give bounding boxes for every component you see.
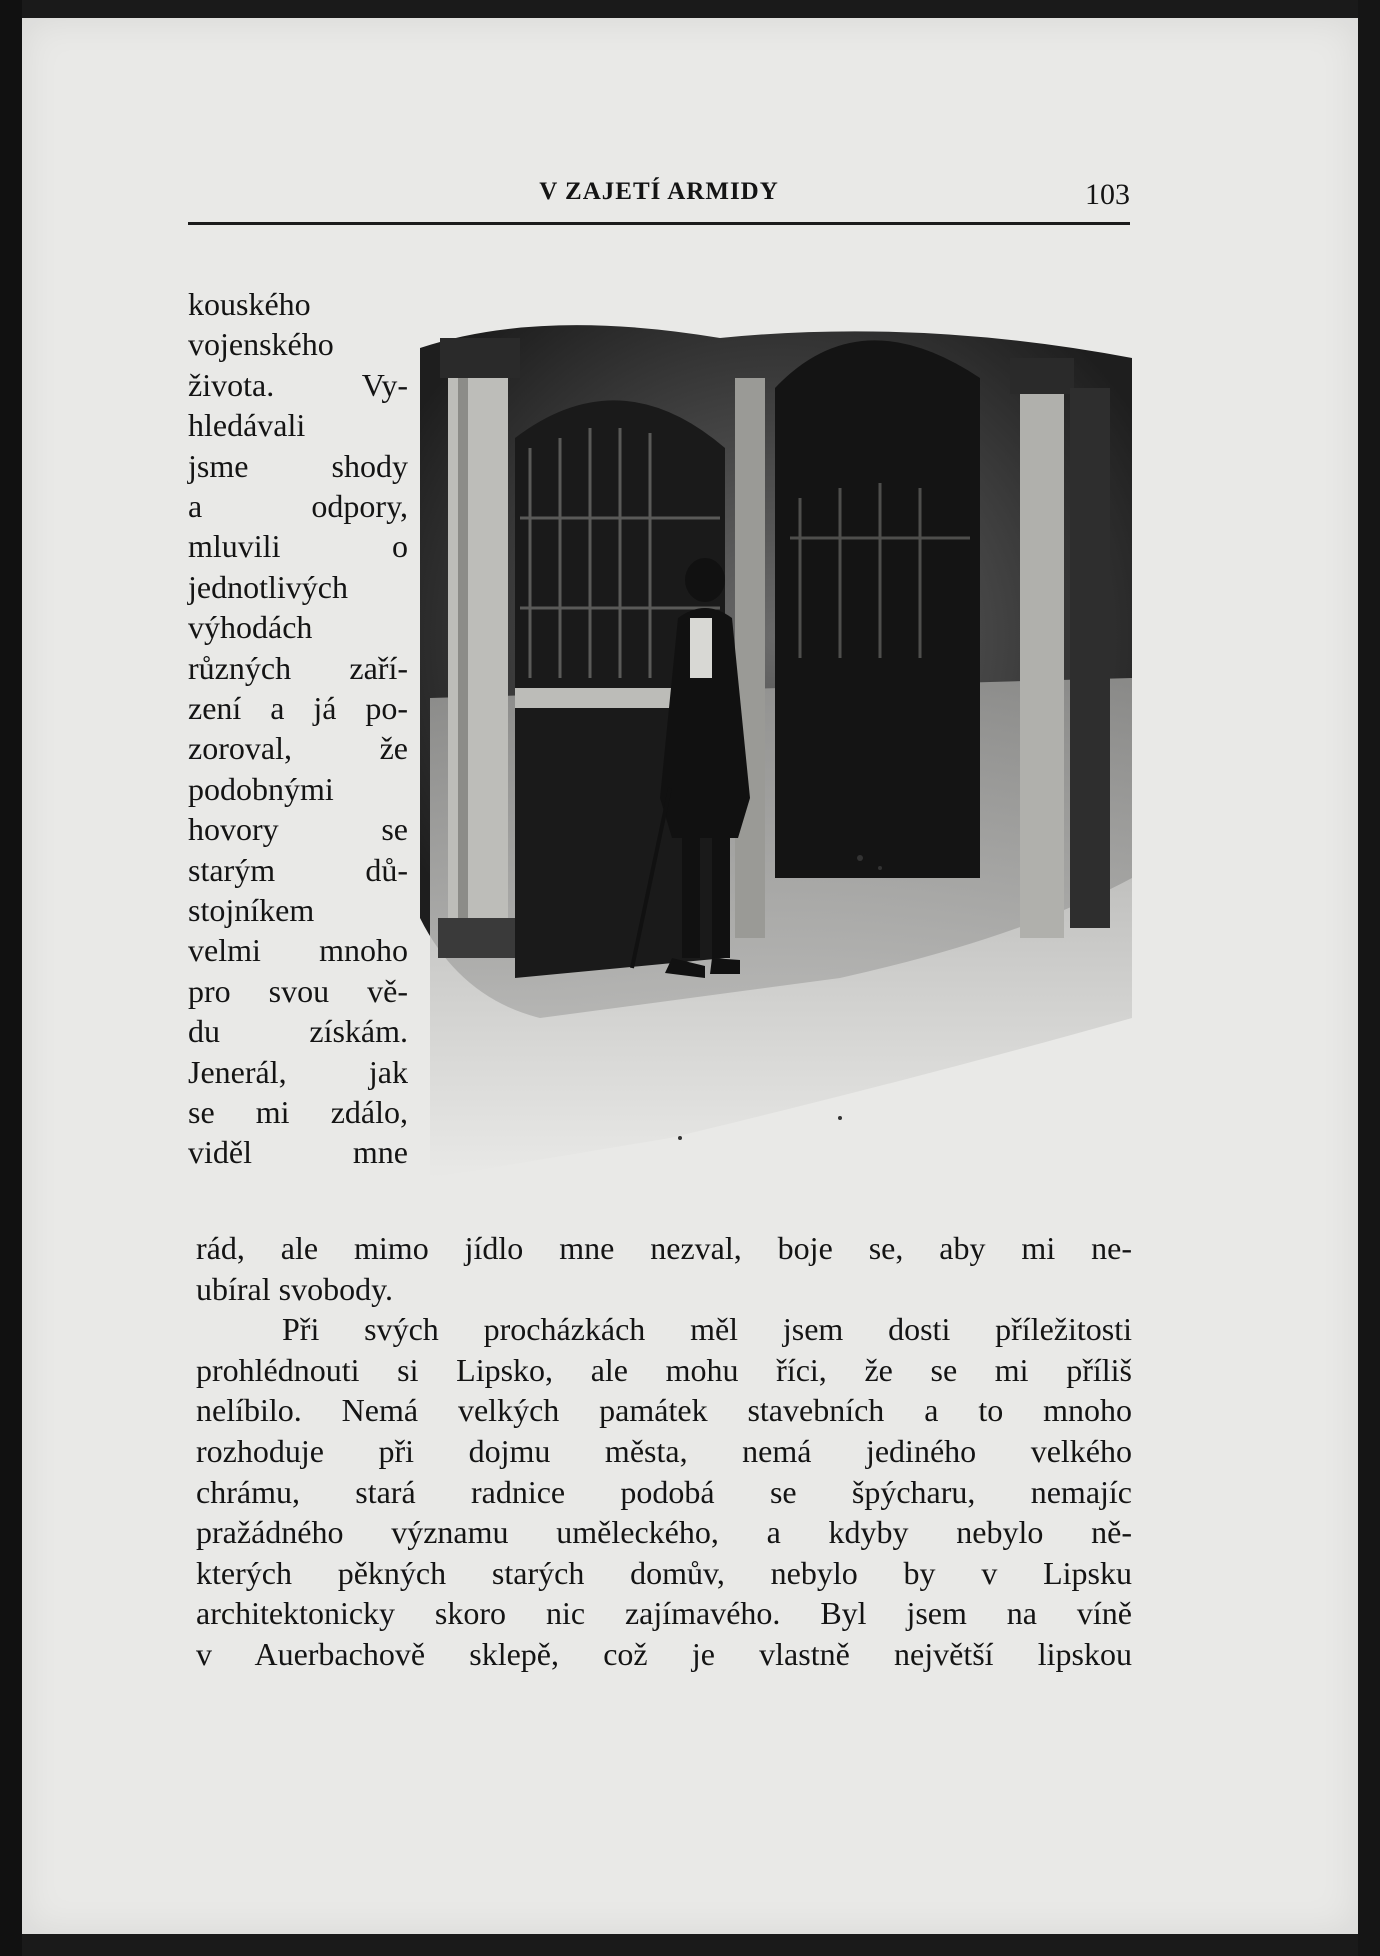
text-line: rád, ale mimo jídlo mne nezval, boje se, aby mi ne- xyxy=(196,1230,1132,1266)
column-line xyxy=(188,405,408,445)
word: se xyxy=(381,811,408,848)
word: o xyxy=(392,528,408,565)
word: jednotlivých xyxy=(188,568,348,605)
word: vě- xyxy=(367,972,408,1009)
column-line xyxy=(188,728,408,768)
word: svou xyxy=(268,972,330,1009)
column-line xyxy=(188,526,408,566)
column-line xyxy=(188,971,408,1011)
word: zoroval, xyxy=(188,730,292,767)
column-line xyxy=(188,1011,408,1051)
word: hovory xyxy=(188,811,279,848)
column-line xyxy=(188,567,408,607)
word: viděl xyxy=(188,1134,252,1171)
column-line xyxy=(188,365,408,405)
word: shody xyxy=(331,447,408,484)
running-head xyxy=(188,176,1130,220)
header-rule xyxy=(188,222,1130,225)
word: získám. xyxy=(309,1013,408,1050)
column-line xyxy=(188,607,408,647)
word: života. xyxy=(188,366,275,403)
word: Vy- xyxy=(361,366,408,403)
text-line: rozhoduje při dojmu města, nemá jediného velkého xyxy=(196,1433,1132,1469)
text-line: ubíral svobody. xyxy=(196,1270,394,1307)
column-line xyxy=(188,769,408,809)
text-line: Při svých procházkách měl jsem dosti příležitosti xyxy=(282,1311,1132,1348)
arcade-with-man-illustration xyxy=(420,318,1132,1186)
word: Jenerál, xyxy=(188,1053,287,1090)
column-line xyxy=(188,890,408,930)
column-line xyxy=(188,446,408,486)
column-line xyxy=(188,930,408,970)
text-line: v Auerbachově sklepě, což je vlastně největší lipskou xyxy=(196,1636,1132,1672)
word: jak xyxy=(368,1053,408,1090)
word: du xyxy=(188,1013,220,1050)
text-line: pražádného významu uměleckého, a kdyby nebylo ně- xyxy=(196,1514,1132,1551)
word: vojenského xyxy=(188,326,334,363)
word: po- xyxy=(365,690,408,726)
word: pro xyxy=(188,972,231,1009)
column-line xyxy=(188,1132,408,1172)
word: zení xyxy=(188,690,242,726)
word: odpory, xyxy=(311,488,408,524)
text-line: chrámu, stará radnice podobá se špýcharu, nemajíc xyxy=(196,1473,1132,1510)
word: se xyxy=(188,1094,215,1130)
word: že xyxy=(379,730,408,767)
page-number: 103 xyxy=(1085,178,1130,211)
word: a xyxy=(270,690,285,726)
word: já xyxy=(313,690,337,726)
word: kouského xyxy=(188,286,311,322)
text-line: prohlédnouti si Lipsko, ale mohu říci, že se mi příliš xyxy=(196,1351,1132,1388)
word: výhodách xyxy=(188,609,313,646)
book-right-edge xyxy=(1358,0,1380,1956)
column-line xyxy=(188,648,408,688)
column-line xyxy=(188,688,408,728)
text-line: nelíbilo. Nemá velkých památek stavebních a to mnoho xyxy=(196,1392,1132,1429)
column-line xyxy=(188,486,408,526)
word: podobnými xyxy=(188,770,334,807)
illustration xyxy=(420,318,1132,1186)
column-line xyxy=(188,324,408,364)
column-line xyxy=(188,850,408,890)
word: zaří- xyxy=(349,649,408,686)
text-line: kterých pěkných starých domův, nebylo by v Lipsku xyxy=(196,1554,1132,1591)
word: a xyxy=(188,488,203,524)
column-line xyxy=(188,1092,408,1132)
word: stojníkem xyxy=(188,892,315,928)
column-line xyxy=(188,284,408,324)
word: starým xyxy=(188,851,276,888)
word: velmi xyxy=(188,932,261,969)
word: mnoho xyxy=(319,932,408,969)
running-title: V ZAJETÍ ARMIDY xyxy=(539,178,779,205)
word: mi xyxy=(255,1094,290,1130)
book-left-edge xyxy=(0,0,22,1956)
word: mne xyxy=(352,1134,408,1171)
word: zdálo, xyxy=(330,1094,408,1130)
text-line: architektonicky skoro nic zajímavého. Byl jsem na víně xyxy=(196,1595,1132,1632)
word: mluvili xyxy=(188,528,281,565)
word: jsme xyxy=(188,447,249,484)
word: různých xyxy=(188,649,292,686)
word: hledávali xyxy=(188,407,306,444)
column-line xyxy=(188,1052,408,1092)
word: dů- xyxy=(365,851,408,888)
column-line xyxy=(188,809,408,849)
